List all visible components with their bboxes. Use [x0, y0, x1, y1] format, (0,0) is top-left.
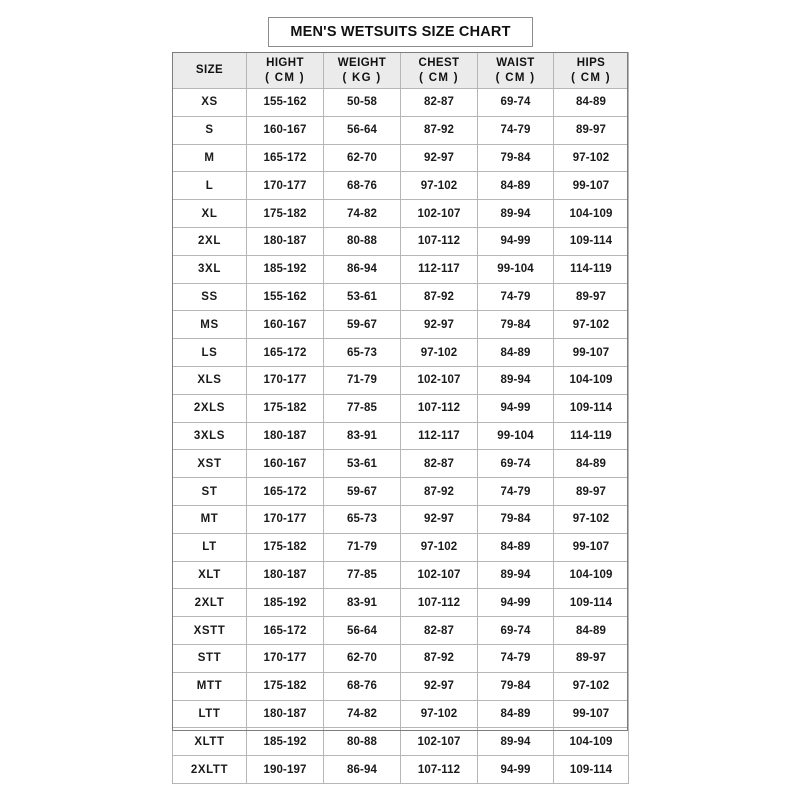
- cell-waist: 74-79: [478, 283, 554, 311]
- cell-hight: 190-197: [247, 756, 324, 784]
- column-header-label: HIGHT: [266, 56, 304, 69]
- table-row: [173, 644, 629, 672]
- cell-chest: 107-112: [401, 756, 478, 784]
- column-header-size: [173, 53, 247, 89]
- table-row: [173, 366, 629, 394]
- table-row: [173, 672, 629, 700]
- cell-chest: 97-102: [401, 339, 478, 367]
- cell-hight: 160-167: [247, 311, 324, 339]
- cell-hips: 104-109: [554, 366, 629, 394]
- cell-hight: 160-167: [247, 116, 324, 144]
- cell-hight: 155-162: [247, 89, 324, 117]
- cell-weight: 68-76: [324, 172, 401, 200]
- cell-weight: 80-88: [324, 728, 401, 756]
- cell-hips: 89-97: [554, 478, 629, 506]
- column-header-hips: [554, 53, 629, 89]
- cell-chest: 82-87: [401, 617, 478, 645]
- cell-weight: 56-64: [324, 116, 401, 144]
- cell-hips: 109-114: [554, 756, 629, 784]
- table-row: [173, 617, 629, 645]
- page-title: MEN'S WETSUITS SIZE CHART: [290, 24, 511, 40]
- cell-weight: 65-73: [324, 339, 401, 367]
- cell-hips: 104-109: [554, 200, 629, 228]
- cell-hight: 175-182: [247, 672, 324, 700]
- cell-hight: 180-187: [247, 561, 324, 589]
- table-row: [173, 422, 629, 450]
- cell-weight: 59-67: [324, 311, 401, 339]
- table-header: [173, 53, 629, 89]
- cell-hips: 99-107: [554, 700, 629, 728]
- cell-hips: 99-107: [554, 533, 629, 561]
- cell-waist: 84-89: [478, 700, 554, 728]
- size-label-cell: STT: [173, 644, 247, 672]
- cell-weight: 59-67: [324, 478, 401, 506]
- column-header-waist: [478, 53, 554, 89]
- table-row: [173, 478, 629, 506]
- cell-chest: 82-87: [401, 89, 478, 117]
- size-label-cell: L: [173, 172, 247, 200]
- cell-chest: 107-112: [401, 394, 478, 422]
- cell-waist: 94-99: [478, 756, 554, 784]
- cell-hips: 109-114: [554, 589, 629, 617]
- cell-weight: 77-85: [324, 561, 401, 589]
- table-row: [173, 700, 629, 728]
- cell-weight: 83-91: [324, 589, 401, 617]
- size-label-cell: LT: [173, 533, 247, 561]
- table-row: [173, 283, 629, 311]
- cell-waist: 94-99: [478, 227, 554, 255]
- size-label-cell: SS: [173, 283, 247, 311]
- table-row: [173, 339, 629, 367]
- cell-weight: 71-79: [324, 533, 401, 561]
- table-row: [173, 728, 629, 756]
- cell-hips: 84-89: [554, 89, 629, 117]
- cell-chest: 112-117: [401, 422, 478, 450]
- cell-hight: 165-172: [247, 478, 324, 506]
- cell-waist: 94-99: [478, 589, 554, 617]
- cell-weight: 83-91: [324, 422, 401, 450]
- column-header-label: CHEST: [418, 56, 460, 69]
- column-header-label: WAIST: [496, 56, 535, 69]
- cell-chest: 92-97: [401, 672, 478, 700]
- cell-weight: 86-94: [324, 756, 401, 784]
- cell-hight: 175-182: [247, 533, 324, 561]
- table-row: [173, 227, 629, 255]
- size-label-cell: XSTT: [173, 617, 247, 645]
- cell-waist: 79-84: [478, 505, 554, 533]
- cell-waist: 89-94: [478, 561, 554, 589]
- cell-waist: 84-89: [478, 172, 554, 200]
- size-label-cell: 2XLT: [173, 589, 247, 617]
- cell-waist: 74-79: [478, 644, 554, 672]
- cell-waist: 79-84: [478, 311, 554, 339]
- cell-hight: 165-172: [247, 144, 324, 172]
- cell-chest: 87-92: [401, 478, 478, 506]
- cell-waist: 94-99: [478, 394, 554, 422]
- size-label-cell: S: [173, 116, 247, 144]
- cell-hips: 104-109: [554, 728, 629, 756]
- size-label-cell: 2XLS: [173, 394, 247, 422]
- cell-chest: 87-92: [401, 644, 478, 672]
- size-label-cell: XS: [173, 89, 247, 117]
- cell-waist: 79-84: [478, 144, 554, 172]
- cell-chest: 87-92: [401, 116, 478, 144]
- cell-hips: 84-89: [554, 450, 629, 478]
- table-row: [173, 561, 629, 589]
- cell-hips: 99-107: [554, 339, 629, 367]
- table-row: [173, 89, 629, 117]
- cell-chest: 107-112: [401, 589, 478, 617]
- cell-weight: 77-85: [324, 394, 401, 422]
- cell-chest: 102-107: [401, 728, 478, 756]
- cell-hips: 89-97: [554, 283, 629, 311]
- table-row: [173, 144, 629, 172]
- table-row: [173, 533, 629, 561]
- cell-hips: 114-119: [554, 255, 629, 283]
- size-label-cell: 2XLTT: [173, 756, 247, 784]
- cell-waist: 84-89: [478, 533, 554, 561]
- cell-waist: 89-94: [478, 200, 554, 228]
- size-label-cell: XLT: [173, 561, 247, 589]
- cell-hips: 99-107: [554, 172, 629, 200]
- cell-hight: 160-167: [247, 450, 324, 478]
- cell-hips: 109-114: [554, 227, 629, 255]
- cell-chest: 112-117: [401, 255, 478, 283]
- cell-hight: 185-192: [247, 728, 324, 756]
- size-label-cell: MS: [173, 311, 247, 339]
- cell-hips: 84-89: [554, 617, 629, 645]
- cell-weight: 74-82: [324, 700, 401, 728]
- cell-chest: 82-87: [401, 450, 478, 478]
- cell-chest: 102-107: [401, 561, 478, 589]
- cell-waist: 89-94: [478, 366, 554, 394]
- cell-weight: 53-61: [324, 450, 401, 478]
- table-row: [173, 505, 629, 533]
- cell-waist: 79-84: [478, 672, 554, 700]
- cell-chest: 97-102: [401, 533, 478, 561]
- cell-chest: 102-107: [401, 200, 478, 228]
- cell-chest: 102-107: [401, 366, 478, 394]
- column-header-chest: [401, 53, 478, 89]
- cell-waist: 69-74: [478, 89, 554, 117]
- column-header-unit: ( CM ): [571, 71, 611, 84]
- cell-weight: 68-76: [324, 672, 401, 700]
- cell-waist: 74-79: [478, 478, 554, 506]
- cell-waist: 74-79: [478, 116, 554, 144]
- cell-hight: 180-187: [247, 227, 324, 255]
- cell-weight: 50-58: [324, 89, 401, 117]
- column-header-label: WEIGHT: [337, 56, 387, 69]
- cell-hight: 175-182: [247, 200, 324, 228]
- cell-waist: 99-104: [478, 255, 554, 283]
- size-label-cell: 3XL: [173, 255, 247, 283]
- chart-title-box: [268, 17, 533, 47]
- cell-waist: 84-89: [478, 339, 554, 367]
- table-row: [173, 255, 629, 283]
- cell-weight: 80-88: [324, 227, 401, 255]
- table-body: [173, 89, 629, 784]
- cell-hight: 180-187: [247, 700, 324, 728]
- size-label-cell: ST: [173, 478, 247, 506]
- size-chart-table: [172, 52, 629, 784]
- cell-weight: 62-70: [324, 144, 401, 172]
- size-label-cell: 2XL: [173, 227, 247, 255]
- cell-hips: 97-102: [554, 672, 629, 700]
- cell-hight: 170-177: [247, 172, 324, 200]
- size-label-cell: XST: [173, 450, 247, 478]
- cell-weight: 62-70: [324, 644, 401, 672]
- column-header-unit: ( CM ): [495, 71, 536, 84]
- size-label-cell: XLS: [173, 366, 247, 394]
- column-header-label: HIPS: [576, 56, 606, 69]
- cell-waist: 99-104: [478, 422, 554, 450]
- cell-hight: 165-172: [247, 339, 324, 367]
- cell-weight: 56-64: [324, 617, 401, 645]
- cell-chest: 92-97: [401, 311, 478, 339]
- cell-hips: 114-119: [554, 422, 629, 450]
- table-row: [173, 756, 629, 784]
- table-header-row: [173, 53, 629, 89]
- cell-waist: 69-74: [478, 617, 554, 645]
- cell-hight: 170-177: [247, 644, 324, 672]
- column-header-unit: ( KG ): [342, 71, 382, 84]
- cell-hips: 97-102: [554, 144, 629, 172]
- table-row: [173, 172, 629, 200]
- cell-hight: 185-192: [247, 255, 324, 283]
- cell-hight: 170-177: [247, 505, 324, 533]
- cell-hips: 97-102: [554, 505, 629, 533]
- cell-hips: 109-114: [554, 394, 629, 422]
- table-row: [173, 589, 629, 617]
- size-label-cell: XL: [173, 200, 247, 228]
- cell-chest: 107-112: [401, 227, 478, 255]
- column-header-unit: ( CM ): [419, 71, 459, 84]
- cell-hight: 165-172: [247, 617, 324, 645]
- cell-hight: 185-192: [247, 589, 324, 617]
- cell-hight: 175-182: [247, 394, 324, 422]
- table-row: [173, 394, 629, 422]
- cell-hips: 104-109: [554, 561, 629, 589]
- cell-hight: 170-177: [247, 366, 324, 394]
- size-label-cell: 3XLS: [173, 422, 247, 450]
- column-header-label: SIZE: [195, 64, 224, 77]
- size-label-cell: LTT: [173, 700, 247, 728]
- size-label-cell: XLTT: [173, 728, 247, 756]
- cell-waist: 69-74: [478, 450, 554, 478]
- cell-weight: 65-73: [324, 505, 401, 533]
- column-header-unit: ( CM ): [265, 71, 305, 84]
- cell-chest: 87-92: [401, 283, 478, 311]
- size-label-cell: M: [173, 144, 247, 172]
- cell-weight: 74-82: [324, 200, 401, 228]
- cell-hight: 155-162: [247, 283, 324, 311]
- column-header-hight: [247, 53, 324, 89]
- size-label-cell: LS: [173, 339, 247, 367]
- cell-hips: 89-97: [554, 116, 629, 144]
- cell-chest: 97-102: [401, 172, 478, 200]
- table-row: [173, 450, 629, 478]
- cell-weight: 86-94: [324, 255, 401, 283]
- cell-hight: 180-187: [247, 422, 324, 450]
- size-label-cell: MTT: [173, 672, 247, 700]
- cell-chest: 92-97: [401, 505, 478, 533]
- table-row: [173, 200, 629, 228]
- cell-chest: 92-97: [401, 144, 478, 172]
- table-row: [173, 311, 629, 339]
- size-label-cell: MT: [173, 505, 247, 533]
- cell-chest: 97-102: [401, 700, 478, 728]
- table-row: [173, 116, 629, 144]
- cell-hips: 97-102: [554, 311, 629, 339]
- cell-waist: 89-94: [478, 728, 554, 756]
- cell-weight: 53-61: [324, 283, 401, 311]
- cell-hips: 89-97: [554, 644, 629, 672]
- column-header-weight: [324, 53, 401, 89]
- cell-weight: 71-79: [324, 366, 401, 394]
